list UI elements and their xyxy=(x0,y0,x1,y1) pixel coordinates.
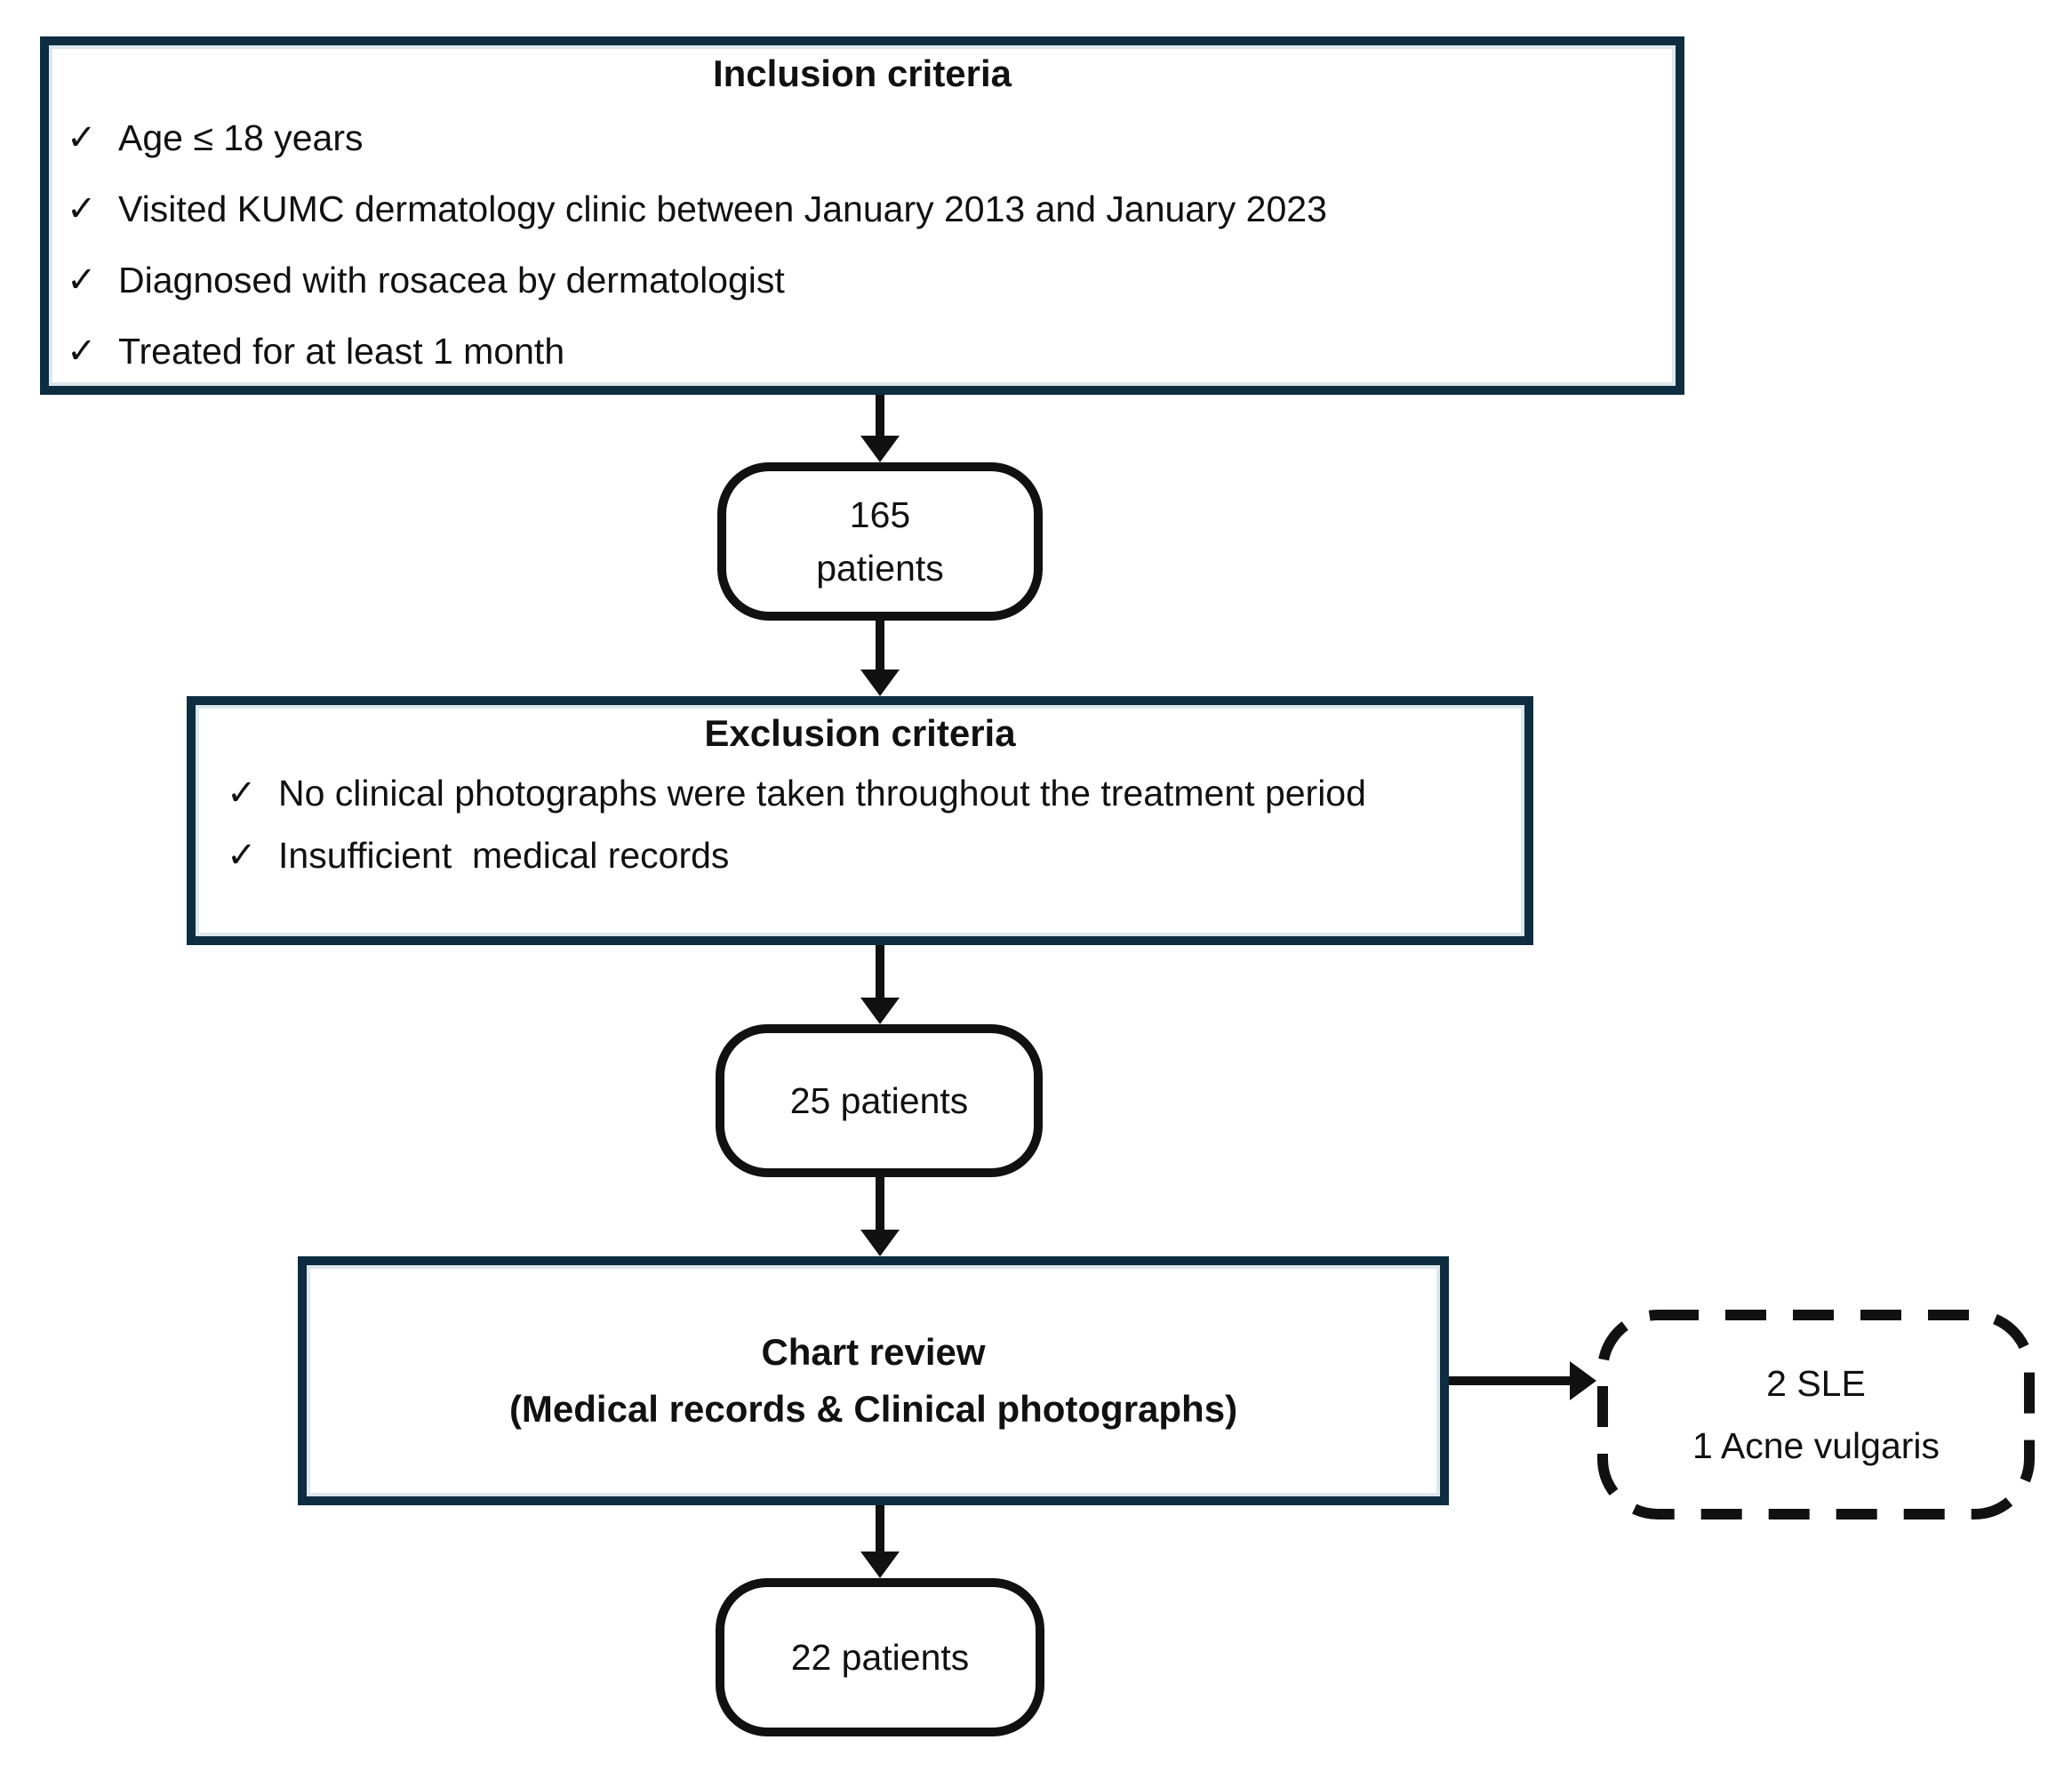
inclusion-item-text: Visited KUMC dermatology clinic between January 2013 and January 2023 xyxy=(118,188,1327,229)
arrow-right-icon xyxy=(1449,1361,1596,1400)
arrow-down-icon xyxy=(860,621,900,696)
patients-165-label: patients xyxy=(816,548,944,589)
inclusion-item-text: Age ≤ 18 years xyxy=(118,117,364,158)
patients-25-node xyxy=(716,1024,1043,1177)
arrow-down-icon xyxy=(860,1505,900,1578)
patients-165-count: 165 xyxy=(849,494,911,535)
inclusion-item-text: Diagnosed with rosacea by dermatologist xyxy=(118,260,785,301)
exclusion-criteria-list xyxy=(196,762,1524,886)
arrow-head xyxy=(860,670,900,696)
arrow-head xyxy=(860,1552,900,1578)
arrow-head xyxy=(1570,1361,1596,1400)
arrow-shaft xyxy=(876,395,884,436)
check-icon: ✓ xyxy=(227,836,257,875)
inclusion-criteria-list xyxy=(49,102,1676,387)
list-item xyxy=(67,316,1658,387)
patients-25-label: 25 patients xyxy=(789,1080,969,1121)
arrow-down-icon xyxy=(860,395,900,462)
arrow-shaft xyxy=(876,945,884,998)
arrow-head xyxy=(860,436,900,462)
excluded-diagnoses-text xyxy=(1596,1309,2036,1520)
patients-165-node xyxy=(717,462,1043,621)
arrow-shaft xyxy=(876,1505,884,1552)
chart-review-subtitle: (Medical records & Clinical photographs) xyxy=(508,1388,1238,1430)
excluded-diagnoses-node xyxy=(1596,1309,2036,1520)
list-item xyxy=(67,245,1658,316)
patients-22-node xyxy=(716,1578,1044,1736)
list-item xyxy=(227,762,1498,824)
check-icon: ✓ xyxy=(67,332,97,371)
list-item xyxy=(67,173,1658,245)
check-icon: ✓ xyxy=(67,118,97,157)
exclusion-criteria-title: Exclusion criteria xyxy=(704,712,1016,754)
list-item xyxy=(67,102,1658,173)
arrow-head xyxy=(860,1230,900,1256)
arrow-down-icon xyxy=(860,945,900,1024)
patients-22-label: 22 patients xyxy=(790,1637,970,1678)
arrow-shaft xyxy=(1449,1376,1570,1385)
excluded-line-sle: 2 SLE xyxy=(1766,1363,1866,1404)
exclusion-item-text: No clinical photographs were taken throughout the treatment period xyxy=(278,773,1366,814)
arrow-head xyxy=(860,998,900,1024)
check-icon: ✓ xyxy=(227,774,257,813)
arrow-shaft xyxy=(876,621,884,670)
check-icon: ✓ xyxy=(67,261,97,300)
exclusion-item-text: Insufficient medical records xyxy=(278,835,730,876)
inclusion-criteria-title: Inclusion criteria xyxy=(712,52,1012,94)
chart-review-box xyxy=(298,1256,1449,1505)
excluded-line-acne: 1 Acne vulgaris xyxy=(1692,1425,1940,1466)
arrow-shaft xyxy=(876,1177,884,1230)
arrow-down-icon xyxy=(860,1177,900,1256)
exclusion-criteria-box xyxy=(187,696,1533,945)
chart-review-title: Chart review xyxy=(761,1331,986,1373)
check-icon: ✓ xyxy=(67,189,97,229)
list-item xyxy=(227,824,1498,886)
inclusion-item-text: Treated for at least 1 month xyxy=(118,331,565,372)
inclusion-criteria-box xyxy=(40,36,1684,395)
